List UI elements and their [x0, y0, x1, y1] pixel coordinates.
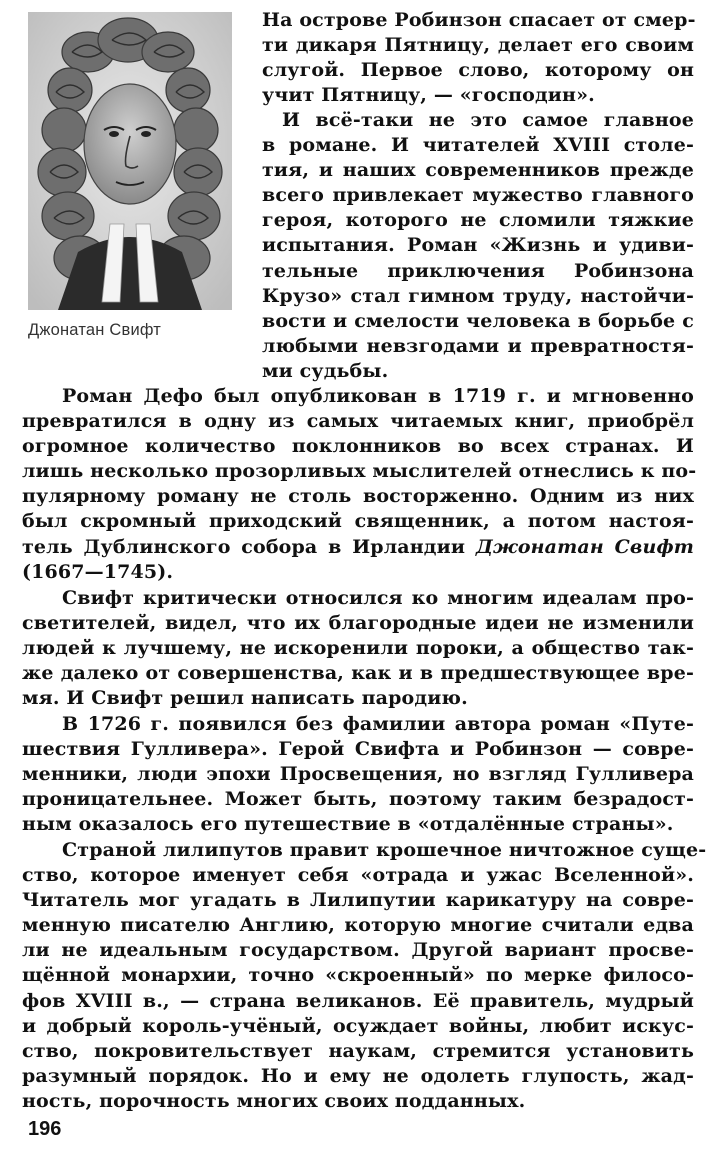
- text-line: пулярному роману не столь восторженно. Одним из них: [22, 485, 694, 508]
- text-line: любыми невзгодами и превратностя-: [262, 334, 694, 357]
- text-line: проницательнее. Может быть, поэтому таким безрадост-: [22, 788, 694, 811]
- text-line: был скромный приходский священник, а потом настоя-: [22, 510, 694, 533]
- paragraph-6: [22, 838, 707, 1114]
- paragraph-5: [22, 712, 694, 837]
- text-line: На острове Робинзон спасает от смер-: [262, 9, 696, 31]
- text-line: щённой монархии, точно «скроенный» по мерке филосо-: [22, 964, 694, 987]
- text-line: тельные приключения Робинзона: [262, 259, 694, 282]
- text-line: тия, и наших современников прежде: [262, 159, 694, 182]
- text-line: менную писателю Англию, которую многие считали едва: [22, 914, 694, 937]
- text-line: превратился в одну из самых читаемых книг, приобрёл: [22, 410, 694, 433]
- text-line: в романе. И читателей XVIII столе-: [262, 134, 694, 157]
- text-line: героя, которого не сломили тяжкие: [262, 209, 694, 232]
- text-line: ти дикаря Пятницу, делает его своим: [262, 34, 694, 57]
- text-line: Страной лилипутов правит крошечное ничтожное суще-: [62, 839, 707, 861]
- text-line: слугой. Первое слово, которому он: [262, 59, 694, 82]
- text-line: Роман Дефо был опубликован в 1719 г. и мгновенно: [62, 385, 694, 407]
- text-line: вости и смелости человека в борьбе с: [262, 309, 694, 332]
- text-line: Читатель мог угадать в Лилипутии карикатуру на совре-: [22, 889, 694, 912]
- text-line: Свифт критически относился ко многим идеалам про-: [62, 587, 694, 609]
- text-line: ли не идеальным государством. Другой вариант просве-: [22, 939, 694, 962]
- portrait-image: [28, 12, 232, 310]
- text-line: (1667—1745).: [22, 560, 174, 583]
- text-line: ми судьбы.: [262, 359, 389, 382]
- text-line: фов XVIII в., — страна великанов. Её правитель, мудрый: [22, 989, 694, 1012]
- paragraph-1: [262, 8, 694, 108]
- text-line: мя. И Свифт решил написать пародию.: [22, 687, 468, 710]
- text-line: И всё-таки не это самое главное: [282, 109, 694, 131]
- person-name: Джонатан Свифт: [475, 535, 695, 558]
- text-fragment: тель Дублинского собора в Ирландии: [22, 535, 476, 558]
- text-line: В 1726 г. появился без фамилии автора роман «Путе-: [62, 713, 694, 735]
- figure: [22, 8, 236, 358]
- text-line: огромное количество поклонников во всех странах. И: [22, 435, 694, 458]
- text-line-with-name: [22, 535, 694, 560]
- text-line: же далеко от совершенства, как и в предшествующее вре-: [22, 662, 694, 685]
- text-line: светителей, видел, что их благородные идеи не изменили: [22, 612, 694, 635]
- text-line: учит Пятницу, — «господин».: [262, 84, 595, 107]
- text-line: и добрый король-учёный, осуждает войны, любит искус-: [22, 1014, 694, 1037]
- page-number: 196: [28, 1118, 62, 1140]
- figure-caption: Джонатан Свифт: [28, 321, 162, 339]
- text-line: испытания. Роман «Жизнь и удиви-: [262, 234, 694, 257]
- paragraph-2: [262, 108, 694, 384]
- text-line: Крузо» стал гимном труду, настойчи-: [262, 284, 694, 307]
- text-line: шествия Гулливера». Герой Свифта и Робинзон — совре-: [22, 738, 694, 761]
- text-line: лишь несколько прозорливых мыслителей отнеслись к по-: [22, 460, 697, 483]
- text-line: ность, порочность многих своих подданных.: [22, 1089, 526, 1112]
- text-line: менники, люди эпохи Просвещения, но взгляд Гулливера: [22, 763, 694, 786]
- paragraph-3: [22, 384, 697, 585]
- text-line: ство, покровительствует наукам, стремится установить: [22, 1039, 694, 1062]
- text-line: всего привлекает мужество главного: [262, 184, 694, 207]
- paragraph-4: [22, 586, 694, 711]
- text-line: ство, которое именует себя «отрада и ужас Вселенной».: [22, 864, 694, 887]
- portrait-illustration: [28, 12, 232, 310]
- text-line: людей к лучшему, не искоренили пороки, а общество так-: [22, 637, 694, 660]
- text-line: ным оказалось его путешествие в «отдалённые страны».: [22, 813, 674, 836]
- text-line: разумный порядок. Но и ему не одолеть глупость, жад-: [22, 1064, 694, 1087]
